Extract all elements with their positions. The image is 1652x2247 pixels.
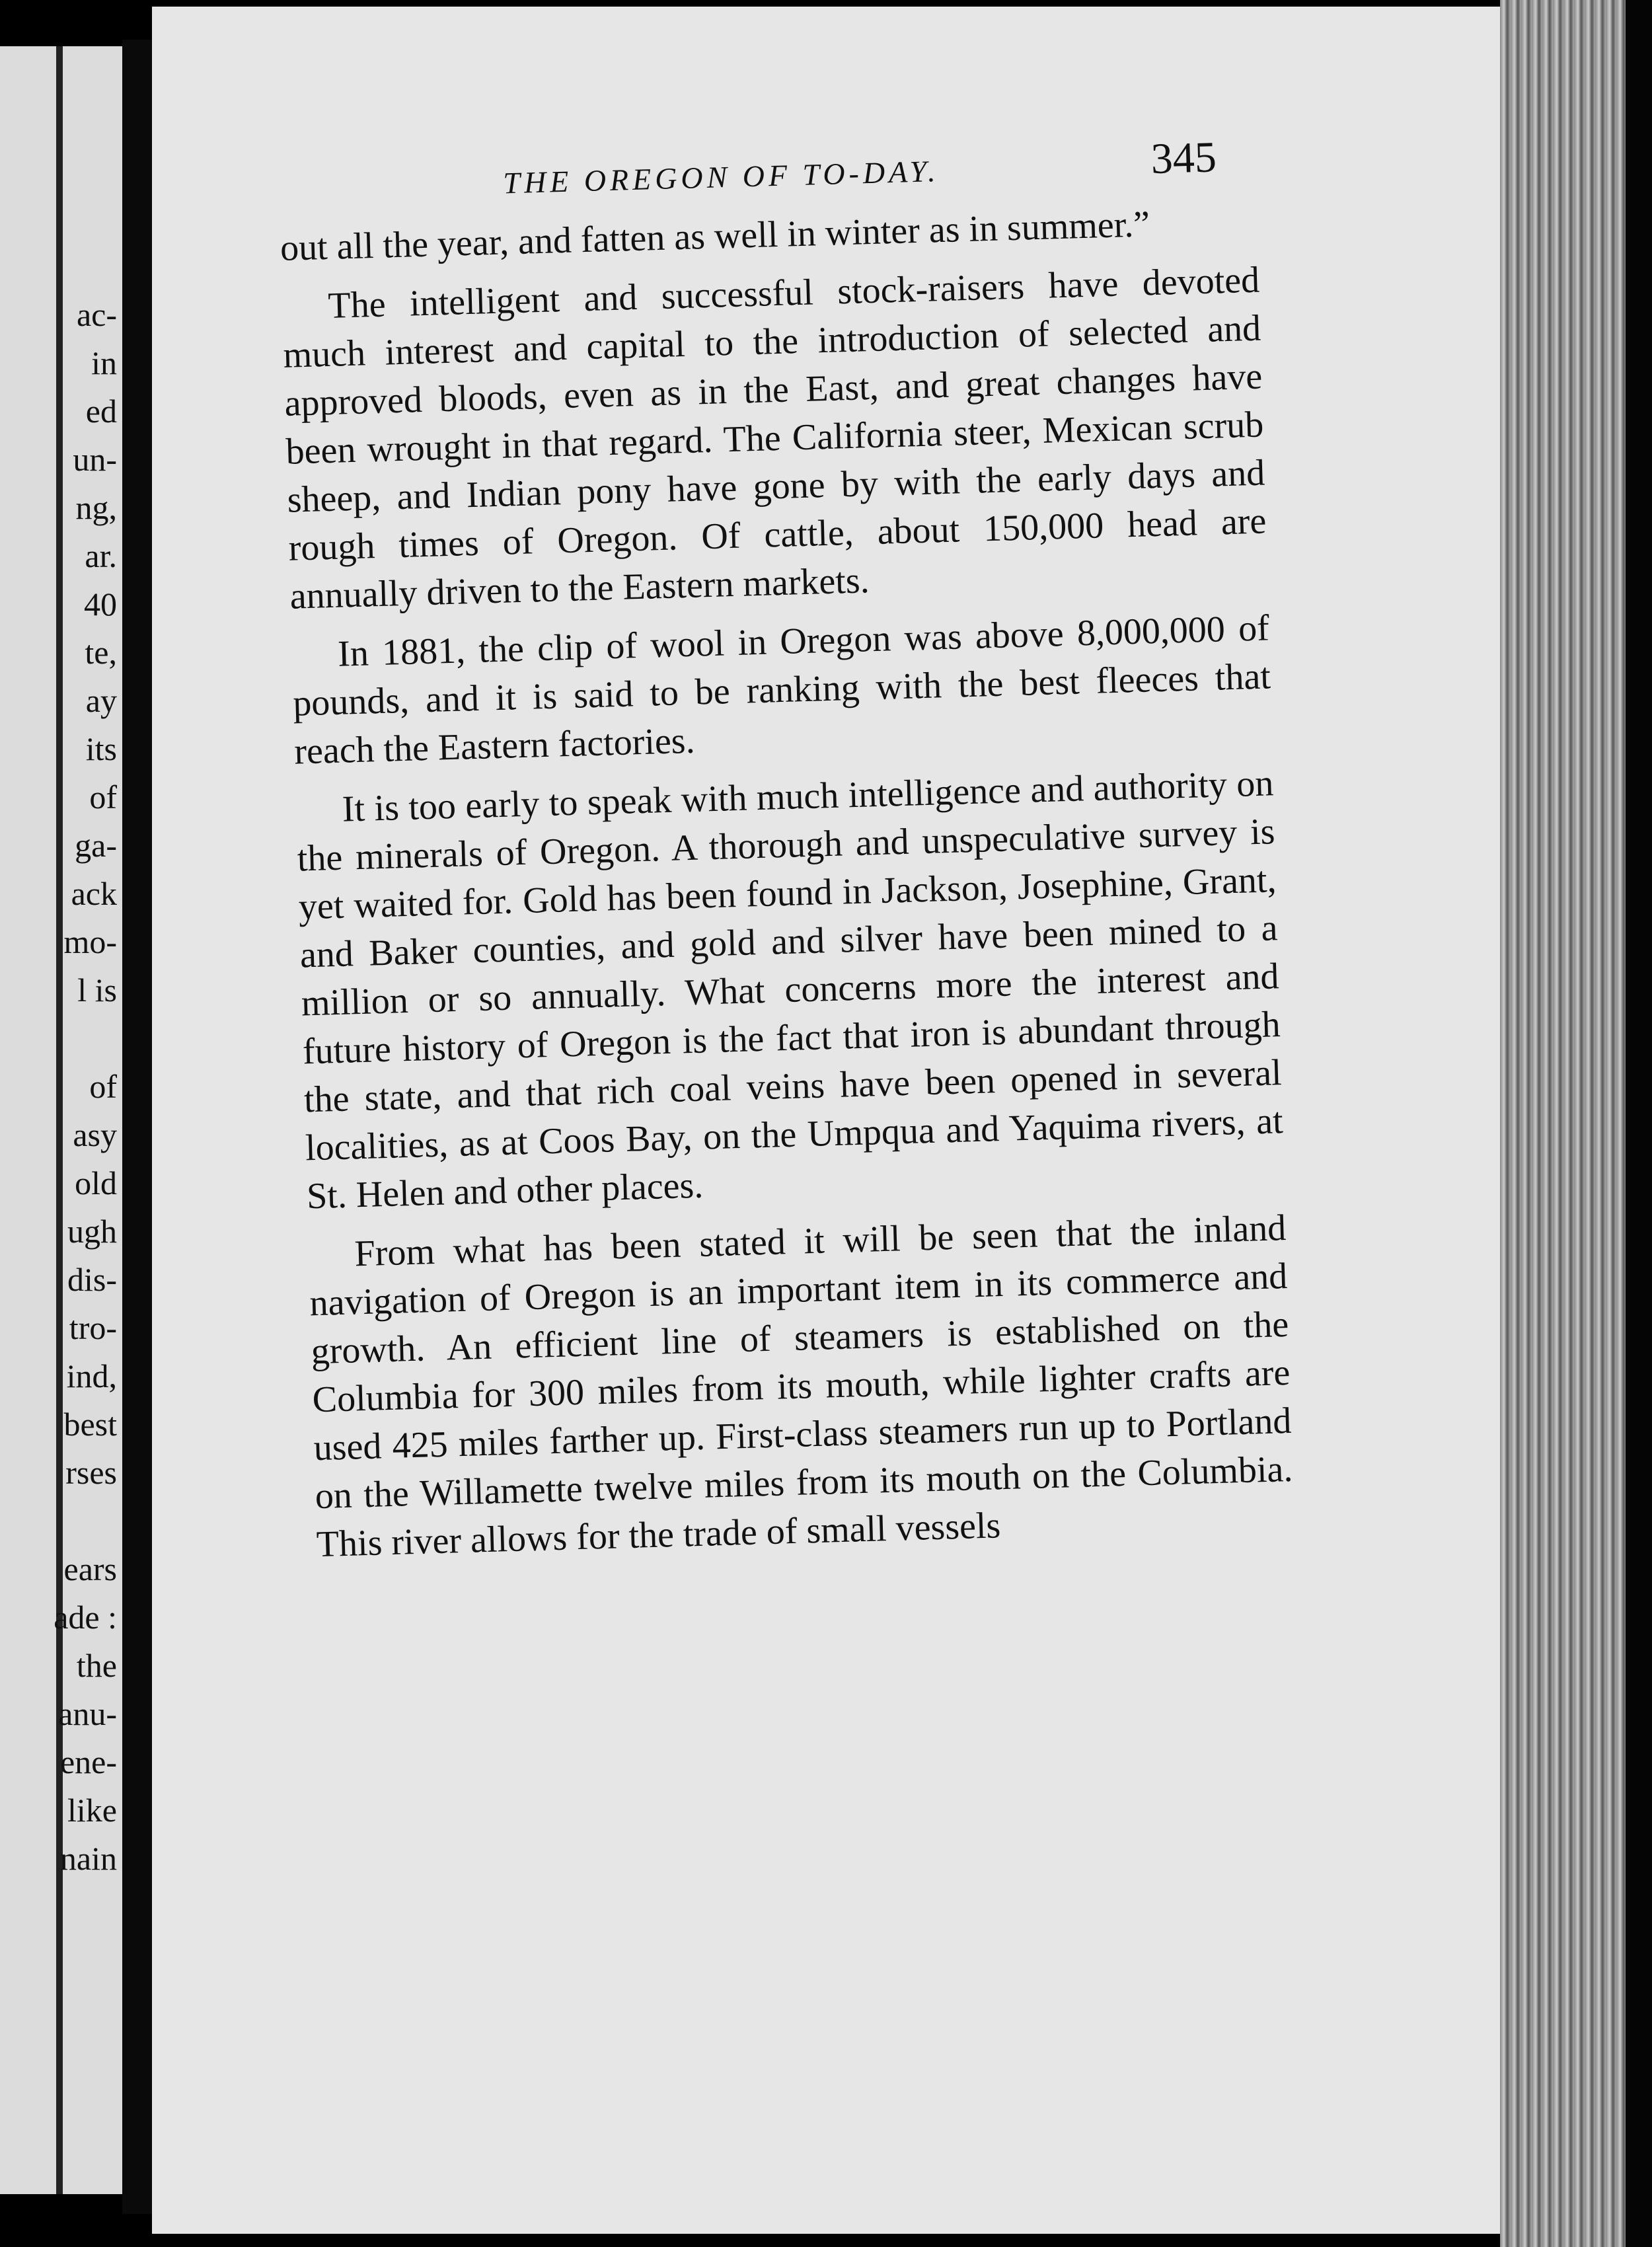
left-line <box>0 1014 122 1063</box>
left-line: ga- <box>75 827 117 864</box>
left-line: ind, <box>66 1357 117 1394</box>
left-page <box>0 46 122 2194</box>
running-head: THE OREGON OF TO-DAY. <box>502 154 940 200</box>
left-line: the <box>76 1647 117 1684</box>
page-number: 345 <box>1150 133 1217 184</box>
left-line: anu- <box>58 1695 117 1732</box>
left-line: ade : <box>54 1599 117 1636</box>
left-line: like <box>67 1792 117 1829</box>
left-line: te, <box>85 634 117 671</box>
left-line: ene- <box>59 1743 117 1780</box>
left-line: ack <box>71 875 117 912</box>
left-line: of <box>89 779 117 816</box>
left-line: old <box>75 1164 117 1201</box>
paragraph: From what has been stated it will be seen that the inland navigation of Oregon is an important item in its commerce and growth. An efficient line of steamers is established on the Columbia for 300 miles from its mouth, while lighter crafts are used 425 miles farther up. First-class steamers run up to Portland on the Willamette twelve miles from its mouth on the Columbia. This river allows for the trade of small vessels <box>309 1207 1294 1566</box>
body-text <box>280 198 1295 1570</box>
left-line: ears <box>63 1550 117 1587</box>
left-line: asy <box>73 1116 117 1153</box>
left-line: ay <box>85 682 117 719</box>
left-page-text <box>0 291 122 1883</box>
left-line: best <box>63 1406 117 1443</box>
left-line: of <box>89 1068 117 1105</box>
left-line: in <box>91 344 117 381</box>
left-line: tro- <box>69 1309 117 1346</box>
left-line: mo- <box>63 923 117 960</box>
page-edges <box>1500 0 1652 2247</box>
left-line <box>0 1497 122 1545</box>
left-line: dis- <box>67 1261 117 1298</box>
left-line: 40 <box>84 586 117 623</box>
left-line: ac- <box>76 296 117 333</box>
page-content <box>278 125 1295 1580</box>
paragraph: It is too early to speak with much intelligence and authority on the minerals of Oregon. A thorough and unspeculative survey is yet waited for. Gold has been found in Jackson, Josephine, Grant, and Baker counties, and gold and silver have been mined to a million or so annually. What concerns more the interest and future history of Oregon is the fact that iron is abundant through the state, and that rich coal veins have been opened in several localities, as at Coos Bay, on the Umpqua and Yaquima rivers, at St. Helen and other places. <box>297 763 1284 1217</box>
left-line: nain <box>59 1840 117 1877</box>
left-line: rses <box>65 1454 117 1491</box>
left-line: ugh <box>67 1213 117 1250</box>
left-line: l is <box>77 971 117 1009</box>
paragraph: out all the year, and fatten as well in winter as in summer.” <box>280 204 1150 269</box>
paragraph: The intelligent and successful stock-raisers have devoted much interest and capital to the introduction of selected and approved bloods, even as in the East, and great changes have been wrought in that regard. The California steer, Mexican scrub sheep, and Indian pony have gone by with the early days and rough times of Oregon. Of cattle, about 150,000 head are annually driven to the Eastern markets. <box>282 259 1267 617</box>
left-line: ed <box>85 393 117 430</box>
left-line: un- <box>73 441 117 478</box>
book-gutter <box>122 40 152 2214</box>
paragraph: In 1881, the clip of wool in Oregon was above 8,000,000 of pounds, and it is said to be ranking with the best fleeces that reach the Eastern factories. <box>292 607 1271 773</box>
left-line: ng, <box>75 489 117 526</box>
left-line: its <box>85 730 117 767</box>
edge-shadow <box>1626 0 1652 2247</box>
left-line: ar. <box>85 537 117 574</box>
